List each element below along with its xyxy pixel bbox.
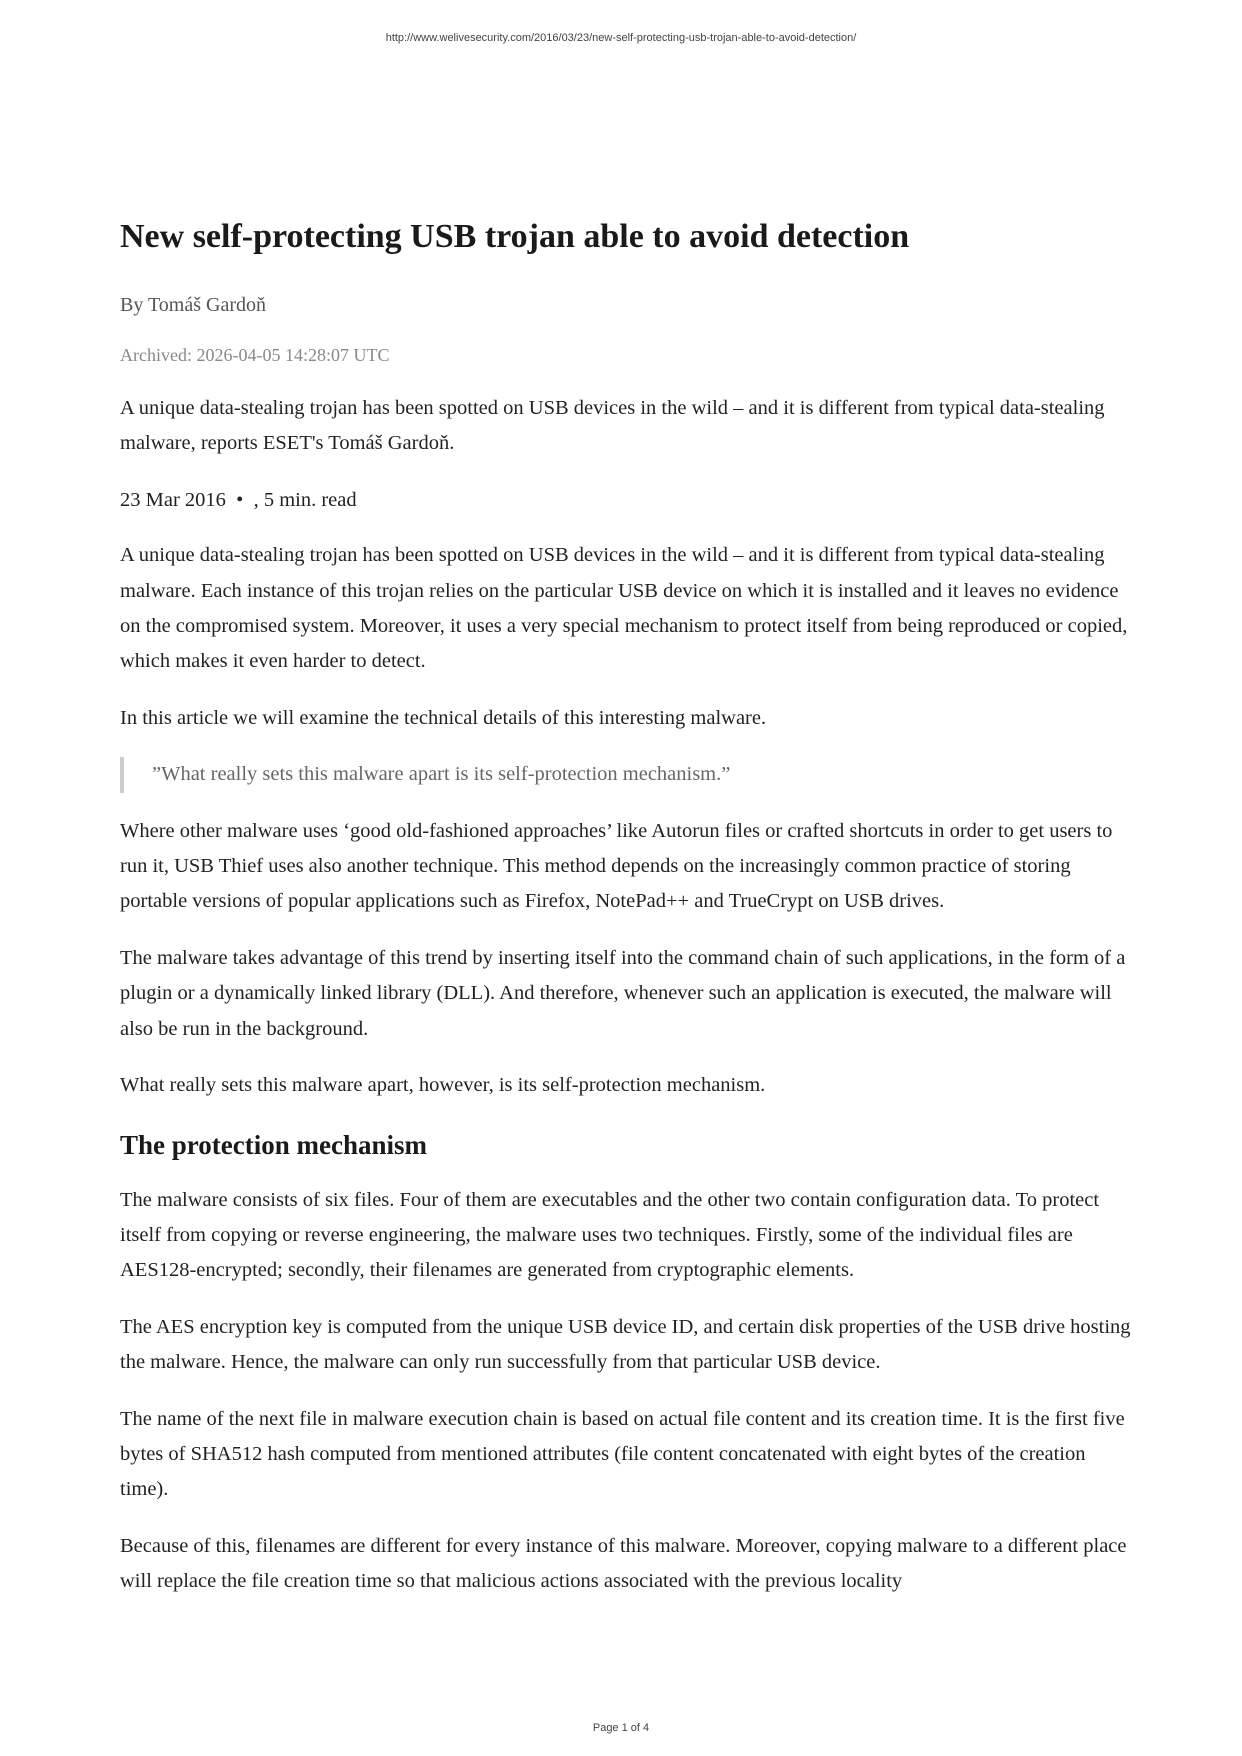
paragraph: In this article we will examine the technical details of this interesting malware.: [120, 706, 767, 729]
paragraph: Where other malware uses ‘good old-fashioned approaches’ like Autorun files or crafted shortcuts in order to get users to run it, USB Thief uses also another technique. This method depends on the increasingly common practice of storing portable versions of popular applications such as Firefox, NotePad++ and TrueCrypt on USB drives.: [120, 819, 1113, 913]
paragraph: The name of the next file in malware execution chain is based on actual file content and its creation time. It is the first five bytes of SHA512 hash computed from mentioned attributes (file content concatenated with eight bytes of the creation time).: [120, 1407, 1125, 1501]
section-heading: The protection mechanism: [120, 1129, 427, 1160]
paragraph: Because of this, filenames are different for every instance of this malware. Moreover, copying malware to a different place will replace the file creation time so that malicious actions associated with the previous locality: [120, 1534, 1127, 1593]
paragraph: A unique data-stealing trojan has been spotted on USB devices in the wild – and it is different from typical data-stealing malware. Each instance of this trojan relies on the particular USB device on which it is installed and it leaves no evidence on the compromised system. Moreover, it uses a very special mechanism to protect itself from being reproduced or copied, which makes it even harder to detect.: [120, 544, 1128, 673]
page-number: Page 1 of 4: [592, 1722, 650, 1734]
paragraph: The malware takes advantage of this trend by inserting itself into the command chain of such applications, in the form of a plugin or a dynamically linked library (DLL). And therefore, whenever such an application is executed, the malware will also be run in the background.: [120, 946, 1126, 1040]
article-title: New self-protecting USB trojan able to avoid detection: [120, 218, 910, 255]
paragraph: The AES encryption key is computed from the unique USB device ID, and certain disk properties of the USB drive hosting the malware. Hence, the malware can only run successfully from that particular USB device.: [120, 1315, 1131, 1374]
pull-quote: ”What really sets this malware apart is its self-protection mechanism.”: [120, 757, 1135, 792]
paragraph: What really sets this malware apart, however, is its self-protection mechanism.: [120, 1074, 766, 1097]
article-meta: 23 Mar 2016 • , 5 min. read: [120, 488, 357, 511]
lead-paragraph: A unique data-stealing trojan has been spotted on USB devices in the wild – and it is different from typical data-stealing malware, reports ESET's Tomáš Gardoň.: [120, 397, 1105, 455]
archived-timestamp: Archived: 2026-04-05 14:28:07 UTC: [120, 345, 390, 365]
article: [120, 212, 1135, 1621]
source-url: http://www.welivesecurity.com/2016/03/23/new-self-protecting-usb-trojan-able-to-avoid-detection/: [385, 32, 857, 44]
paragraph: The malware consists of six files. Four of them are executables and the other two contain configuration data. To protect itself from copying or reverse engineering, the malware uses two techniques. Firstly, some of the individual files are AES128-encrypted; secondly, their filenames are generated from cryptographic elements.: [120, 1188, 1100, 1282]
article-author: By Tomáš Gardoň: [120, 294, 266, 316]
